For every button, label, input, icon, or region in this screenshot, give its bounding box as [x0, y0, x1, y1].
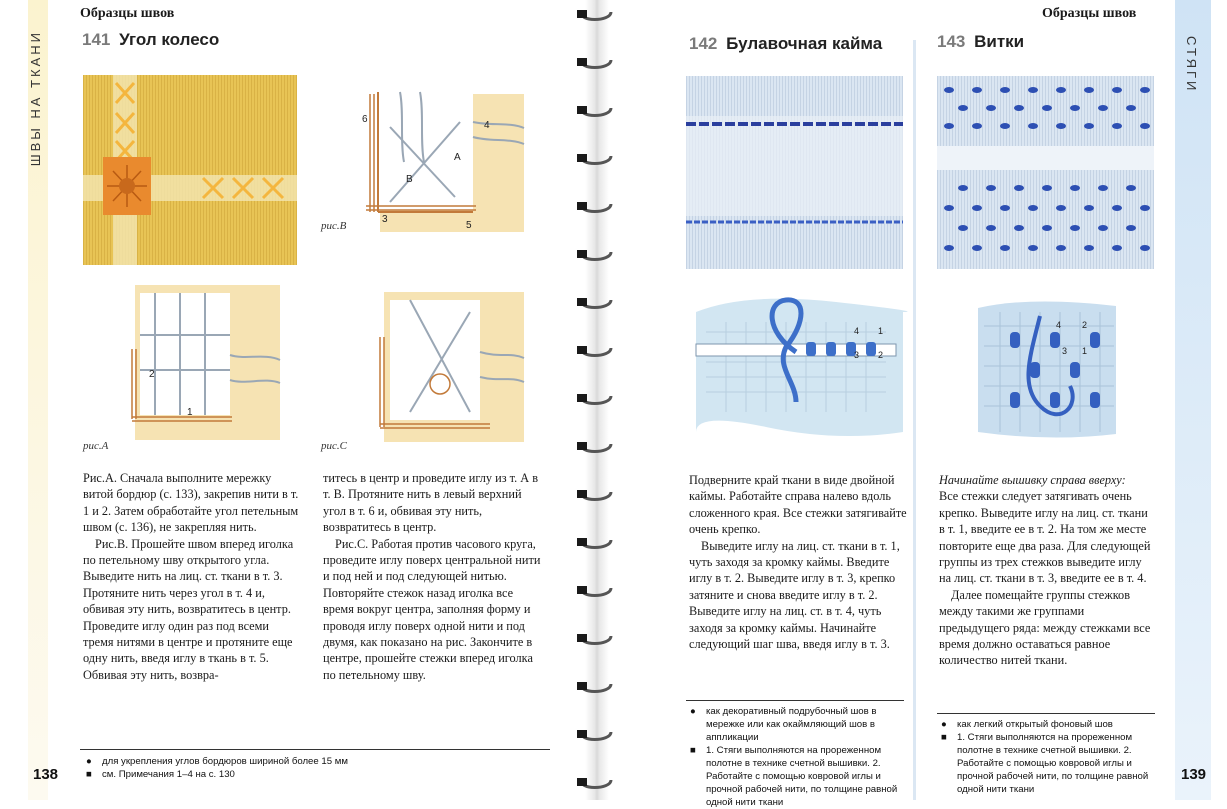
stitch-141-text-col1: [83, 470, 301, 683]
right-running-head: Образцы швов: [1042, 6, 1137, 21]
stitch-141-para-b-cont: титесь в центр и проведите иглу из т. А в т. В. Протяните нить в левый верхний угол в т. 6 и, обвивая эту нить, возвратитесь в центр.: [323, 471, 539, 535]
stitch-143-diagram: [970, 296, 1124, 442]
stitch-142-number: 142: [689, 34, 718, 53]
notes-143-rule: [937, 713, 1155, 714]
stitch-141-photo: [83, 75, 297, 265]
diagram-a-label-1: 1: [187, 407, 193, 418]
left-note-usage: ● для укрепления углов бордюров шириной более 15 мм: [86, 756, 348, 767]
note-142-remarks: ■ 1. Стяги выполняются на прореженном полотне в технике счетной вышивки. 2. Работайте с помощью ковровой иглы и прочной рабочей нити, по толщине равной одной нити ткани: [690, 745, 898, 808]
figure-a-caption: рис.A: [83, 440, 109, 452]
left-running-head: Образцы швов: [80, 6, 175, 21]
diagram-143-label-2: 2: [1082, 320, 1088, 330]
diagram-143-label-3: 3: [1062, 346, 1068, 356]
diagram-142-label-2: 2: [878, 350, 884, 360]
notes-142: [690, 705, 904, 809]
stitch-141-para-c: Рис.С. Работая против часового круга, проведите иглу поверх центральной нити и под ней и под следующей нитью. Повторяйте стежок назад иголка все время вокруг центра, заполняя форму и проводя иглу поверх одной нити и под двумя, как показано на рис. Закончите в центре, прошейте стежки вперед иголка по петельному шву.: [323, 536, 541, 682]
figure-b-caption: рис.B: [321, 220, 347, 232]
stitch-143-name: Витки: [974, 32, 1025, 51]
left-page-number: 138: [33, 766, 59, 783]
spiral-binding: [577, 0, 617, 800]
diagram-b-label-4: 4: [484, 120, 490, 131]
stitch-141-number: 141: [82, 30, 111, 49]
left-notes-rule: [80, 749, 550, 750]
stitch-143-number: 143: [937, 32, 966, 51]
note-143-usage: ● как легкий открытый фоновый шов: [941, 719, 1113, 730]
stitch-143-photo: [937, 76, 1154, 269]
stitch-142-title: [689, 34, 882, 54]
left-note-remarks: ■ см. Примечания 1–4 на с. 130: [86, 769, 235, 780]
diagram-b-label-a: A: [454, 152, 461, 163]
diagram-b-label-5: 5: [466, 220, 472, 231]
diagram-c: [360, 292, 524, 442]
stitch-142-para-2: Выведите иглу на лиц. ст. ткани в т. 1, чуть заходя за кромку каймы. Введите иглу в т. 2. Выведите иглу в т. 3, крепко затяните и снова введите иглу в т. 2. Выведите иглу на лиц. ст. в т. 4, чуть заходя за кромку каймы. Начинайте следующий шаг шва, введя иглу в т. 3.: [689, 538, 900, 652]
stitch-141-name: Угол колесо: [119, 30, 220, 49]
left-side-tab: [28, 0, 48, 800]
diagram-a: [115, 285, 280, 440]
stitch-141-para-a: Рис.А. Сначала выполните мережку витой бордюр (с. 133), закрепив нити в т. 1 и 2. Затем обработайте угол петельным швом (с. 136), не закрепляя нить.: [83, 471, 299, 535]
stitch-143-title: [937, 32, 1024, 52]
stitch-142-text: [689, 472, 907, 652]
diagram-142-label-1: 1: [878, 326, 884, 336]
stitch-142-name: Булавочная кайма: [726, 34, 883, 53]
stitch-141-para-b: Рис.B. Прошейте швом вперед иголка по петельному шву открытого угла. Выведите нить на лиц. ст. ткани в т. 3. Протяните нить через угол в т. 4 и, обвивая эту нить, возвратитесь в центр. Проведите иглу один раз под всеми тремя нитями в центре и протяните еще одну нить, введя иглу в ткань в т. 5. Обвивая эту нить, возвра-: [83, 536, 294, 682]
stitch-141-text-col2: [323, 470, 541, 683]
note-143-remarks: ■ 1. Стяги выполняются на прореженном полотне в технике счетной вышивки. 2. Работайте с помощью ковровой иглы и прочной рабочей нити, по толщине равной одной нити ткани: [941, 732, 1149, 795]
stitch-143-para-1: Все стежки следует затягивать очень крепко. Выведите иглу на лиц. ст. ткани в т. 1, введите ее в т. 2. На том же месте повторите еще два раза. Для следующей группы из трех стежков выведите иглу на лиц. ст. ткани в т. 3, введите ее в т. 4.: [939, 489, 1151, 586]
diagram-a-label-2: 2: [149, 369, 155, 380]
stitch-143-lead: Начинайте вышивку справа вверху:: [939, 473, 1126, 487]
left-notes: [86, 755, 546, 781]
stitch-142-para-1: Подверните край ткани в виде двойной каймы. Работайте справа налево вдоль сложенного края. Все стежки затягивайте очень крепко.: [689, 473, 907, 537]
diagram-b: [360, 82, 524, 238]
diagram-142-label-4: 4: [854, 326, 860, 336]
stitch-143-para-2: Далее помещайте группы стежков между такими же группами предыдущего ряда: между стежками все время должно оставаться равное количество нитей ткани.: [939, 587, 1151, 668]
diagram-142-label-3: 3: [854, 350, 860, 360]
diagram-b-label-b: B: [406, 174, 413, 185]
stitch-142-diagram: [686, 292, 903, 442]
right-page-number: 139: [1181, 766, 1207, 783]
notes-142-rule: [686, 700, 904, 701]
note-142-usage: ● как декоративный подрубочный шов в мережке или как окаймляющий шов в аппликации: [690, 706, 877, 743]
diagram-143-label-1: 1: [1082, 346, 1088, 356]
right-column-divider: [913, 40, 916, 800]
notes-143: [941, 718, 1155, 796]
figure-c-caption: рис.C: [321, 440, 347, 452]
diagram-143-label-4: 4: [1056, 320, 1062, 330]
diagram-b-label-3: 3: [382, 214, 388, 225]
left-side-tab-label: ШВЫ НА ТКАНИ: [28, 30, 43, 167]
stitch-141-title: [82, 30, 219, 50]
diagram-b-label-6: 6: [362, 114, 368, 125]
stitch-143-text: [939, 472, 1153, 669]
stitch-142-photo: [686, 76, 903, 269]
right-side-tab-label: СТЯГИ: [1184, 36, 1199, 94]
right-side-tab: [1175, 0, 1211, 800]
